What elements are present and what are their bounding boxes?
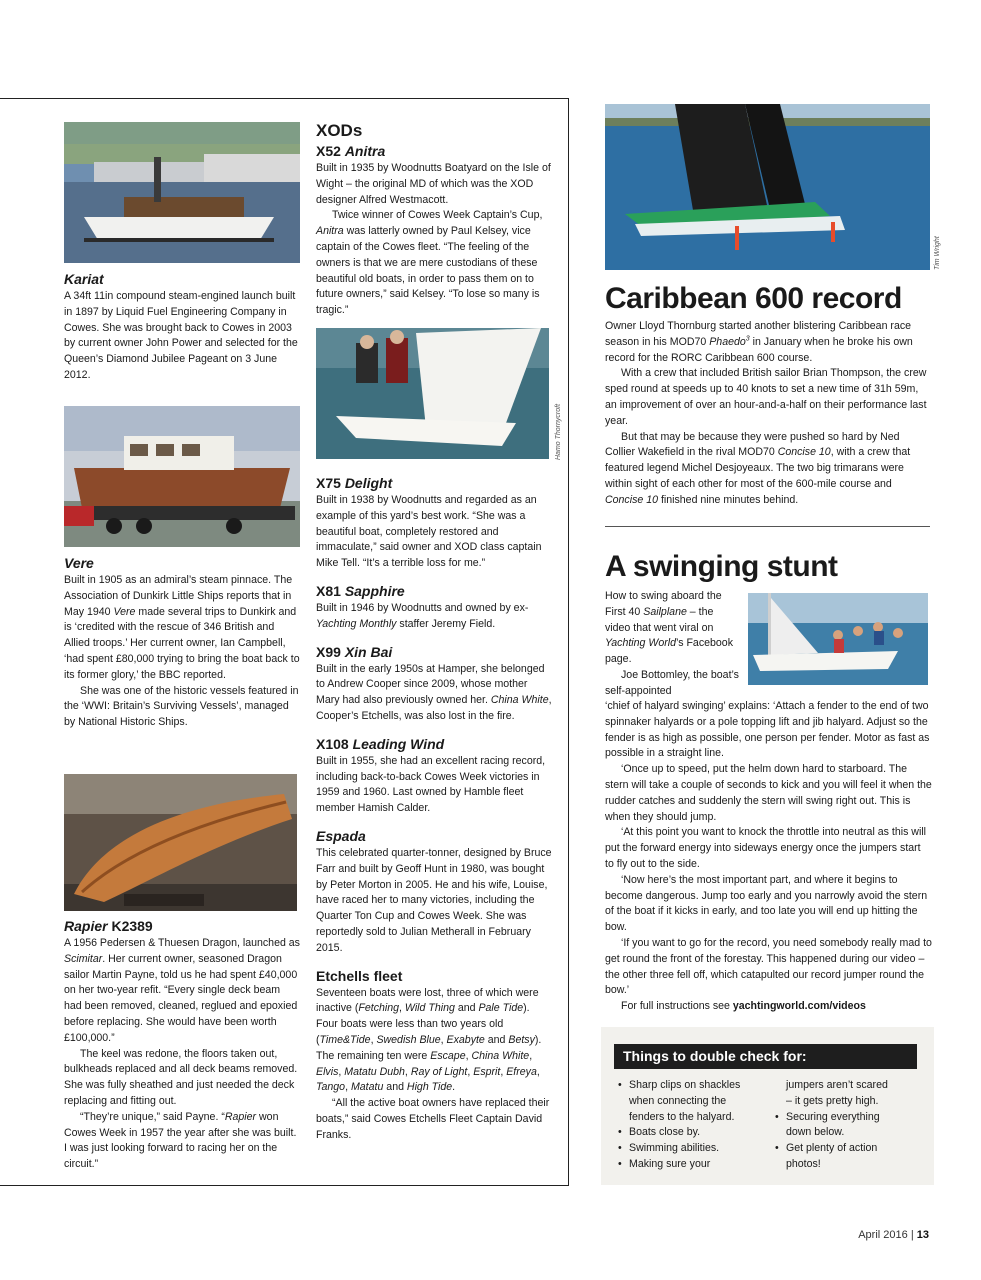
swinging-p5: ‘Now here’s the most important part, and where it begins to become dangerous. Jump too early and you narrowly avoid the stern of the boat if it kicks in early, and too late you will end up hitting the bow.	[605, 873, 928, 934]
xod-text-bottom	[316, 474, 552, 1144]
etchells-body-p2: “All the active boat owners have replaced their boats,” said Cowes Etchells Fleet Captain David Franks.	[316, 1097, 550, 1141]
rapier-body-p3: “They’re unique,” said Payne. “Rapier won Cowes Week in 1957 the year after she was built. I was just looking forward to racing her on the circuit.”	[64, 1110, 297, 1171]
caribbean-text	[605, 319, 932, 509]
xinbai-title: X99 Xin Bai	[316, 643, 393, 660]
vere-title: Vere	[64, 555, 94, 571]
checklist-column-2	[775, 1078, 925, 1173]
section-divider	[605, 526, 930, 527]
swinging-p3: ‘Once up to speed, put the helm down hard to starboard. The stern will take a couple of seconds to kick and you will feel it when the rudder catches and suddenly the stern will swing right out. This is when they should jump.	[605, 763, 932, 823]
vere-body-p2: She was one of the historic vessels featured in the ‘WWI: Britain’s Surviving Vessels’, managed by National Historic Ships.	[64, 684, 299, 729]
checklist-item: • Get plenty of action	[775, 1141, 925, 1157]
swinging-p7: For full instructions see yachtingworld.com/videos	[621, 1000, 866, 1013]
caribbean-photo-credit: Tim Wright	[934, 236, 941, 270]
anitra-body-p2: Twice winner of Cowes Week Captain’s Cup, Anitra was latterly owned by Paul Kelsey, vice captain of the Cowes fleet. “The feeling of the owners is that we are mere custodians of these beautiful old boats, in order to pass them on to future owners,” said Kelsey. “To lose so many is tragic.”	[316, 209, 543, 317]
swinging-intro	[605, 589, 741, 700]
page-number: 13	[916, 1229, 929, 1241]
etchells-body-p1: Seventeen boats were lost, three of which were inactive (Fetching, Wild Thing and Pale Tide). Four boats were less than two years old (Time&Tide, Swedish Blue, Exabyte and Betsy). The remaining ten were Escape, China White, Elvis, Matatu Dubh, Ray of Light, Esprit, Efreya, Tango, Matatu and High Tide.	[316, 986, 542, 1094]
sapphire-body: Built in 1946 by Woodnutts and owned by ex-Yachting Monthly staffer Jeremy Field.	[316, 601, 529, 630]
checklist-item: • Making sure your	[618, 1157, 768, 1173]
sapphire-title: X81 Sapphire	[316, 582, 405, 599]
espada-title: Espada	[316, 827, 366, 844]
swinging-p4: ‘At this point you want to knock the throttle into neutral as this will put the forward energy into sideways energy once the jumpers start to fly out to the side.	[605, 826, 927, 870]
checklist-item-cont: down below.	[786, 1126, 845, 1139]
swinging-p2-start: Joe Bottomley, the boat’s self-appointed	[605, 668, 739, 697]
folio-separator: |	[907, 1229, 917, 1241]
rapier-title: Rapier	[64, 918, 108, 934]
rapier-text: Rapier K2389 A 1956 Pedersen & Thuesen Dragon, launched as Scimitar. Her current owner, seasoned Dragon sailor Martin Payne, told us he had spent £40,000 on her two-year refit. “Every single deck beam had been removed, cleaned, reglued and epoxied before replacing. She would have been worth £100,000.” The keel was redone, the floors taken out, bulkheads replaced and all deck beams removed. She was fully sheathed and just needed the deck replacing and fitting out. “They’re unique,” said Payne. “Rapier won Cowes Week in 1957 the year after she was built. I was just looking forward to racing her on the circuit.”	[64, 917, 300, 1173]
swinging-intro-p1: How to swing aboard the First 40 Sailplane – the video that went viral on Yachting World’s Facebook page.	[605, 590, 733, 666]
anitra-body-p1: Built in 1935 by Woodnutts Boatyard on the Isle of Wight – the original MD of which was the XOD designer Alfred Westmacott.	[316, 162, 551, 206]
espada-body: This celebrated quarter-tonner, designed by Bruce Farr and built by Geoff Hunt in 1980, was bought by Peter Morton in 2005. He and his wife, Louise, have raced her to many victories, including the Quarter Ton Cup and Cowes Week. She was reportedly sold to Julian Metherall in February 2015.	[316, 846, 552, 954]
xinbai-body: Built in the early 1950s at Hamper, she belonged to Andrew Cooper since 2009, whose mother Mary had also previously owned her. China White, Cooper’s Etchells, was also lost in the fire.	[316, 662, 552, 722]
issue-date: April 2016	[858, 1229, 908, 1241]
checklist-item-cont: when connecting the	[629, 1094, 727, 1107]
leadingwind-body: Built in 1955, she had an excellent racing record, including back-to-back Cowes Week victories in 1959 and 1960. Last owned by Hamble fleet member Hamish Calder.	[316, 754, 546, 815]
vere-text	[64, 554, 300, 731]
swinging-heading: A swinging stunt	[605, 550, 838, 583]
kariat-photo	[64, 122, 300, 263]
checklist-item-cont: photos!	[786, 1157, 821, 1170]
checklist-item-cont: fenders to the halyard.	[629, 1110, 735, 1123]
checklist-item: • Securing everything	[775, 1110, 925, 1126]
rapier-body-p1: A 1956 Pedersen & Thuesen Dragon, launched as Scimitar. Her current owner, seasoned Dragon sailor Martin Payne, told us he had spent £40,000 on her two-year refit. “Every single deck beam had been removed, cleaned, reglued and epoxied before replacing. She would have been worth £100,000.”	[64, 937, 300, 1044]
etchells-title: Etchells fleet	[316, 967, 403, 984]
swinging-p6: ‘If you want to go for the record, you need somebody really mad to get round the front of the forestay. This happened during our video – the other three fell off, which catapulted our record jumper round the bow.’	[605, 936, 932, 997]
delight-photo	[316, 328, 549, 459]
caribbean-body-p2: With a crew that included British sailor Brian Thompson, the crew sped round at speeds up to 40 knots to set a new time of 31h 59m, an improvement of over an hour-and-a-half on their performance last year.	[605, 367, 927, 427]
leadingwind-title: X108 Leading Wind	[316, 735, 445, 752]
checklist-item: • Swimming abilities.	[618, 1141, 768, 1157]
checklist-item-cont: jumpers aren’t scared	[786, 1079, 888, 1091]
swinging-body	[605, 699, 932, 1015]
checklist-item: • Sharp clips on shackles	[618, 1078, 768, 1094]
kariat-title: Kariat	[64, 271, 104, 287]
kariat-body: A 34ft 11in compound steam-engined launch built in 1897 by Liquid Fuel Engineering Company in Cowes. She was brought back to Cowes in 2003 by current owner John Power and selected for the Queen’s Diamond Jubilee Pageant on 3 June 2012.	[64, 290, 298, 381]
xod-text-top	[316, 120, 552, 319]
checklist-item-cont: – it gets pretty high.	[786, 1094, 879, 1107]
caribbean-body-p3: But that may be because they were pushed so hard by Ned Collier Wakefield in the rival MOD70 Concise 10, with a crew that featured legend Michel Desjoyeaux. The two big trimarans were within sight of each other for most of the 600-mile course and Concise 10 finished nine minutes behind.	[605, 430, 911, 506]
anitra-title: X52 Anitra	[316, 143, 386, 159]
page-folio	[858, 1229, 929, 1241]
swinging-photo	[748, 593, 928, 685]
swinging-p2-rest: ‘chief of halyard swinging’ explains: ‘Attach a fender to the end of two spinnaker halyards or a pole topping lift and jib halyard. Adjust so the fender is as high as possible, one person per fender. Motor as fast as possible in a straight line.	[605, 700, 930, 760]
kariat-text	[64, 270, 300, 384]
xods-heading: XODs	[316, 121, 363, 140]
checklist-item: • Boats close by.	[618, 1125, 768, 1141]
videos-link[interactable]: yachtingworld.com/videos	[732, 1000, 866, 1013]
rapier-body-p2: The keel was redone, the floors taken out, bulkheads replaced and all deck beams removed. She was fully sheathed and just needed the deck replacing and fitting out.	[64, 1047, 298, 1107]
delight-body: Built in 1938 by Woodnutts and regarded as an example of this yard’s best work. “She was a beautiful boat, completely restored and immaculate,” said owner and XOD class captain Mike Tell. “It’s a terrible loss for me.”	[316, 494, 542, 570]
checklist-column-1	[618, 1078, 768, 1173]
checklist-title: Things to double check for:	[614, 1044, 917, 1069]
vere-body-p1: Built in 1905 as an admiral’s steam pinnace. The Association of Dunkirk Little Ships reports that in May 1940 Vere made several trips to Dunkirk and is ‘credited with the rescue of 346 British and Allied troops.’ Her current owner, Ian Campbell, ‘had spent £80,000 trying to bring the boat back to its former glory,’ the BBC reported.	[64, 574, 300, 681]
delight-photo-credit: Hamo Thornycroft	[555, 403, 562, 460]
vere-photo	[64, 406, 300, 547]
rapier-photo	[64, 774, 297, 911]
delight-title: X75 Delight	[316, 475, 393, 491]
caribbean-heading: Caribbean 600 record	[605, 282, 902, 315]
caribbean-body-p1: Owner Lloyd Thornburg started another blistering Caribbean race season in his MOD70 Phaedo$^3$ in January when he broke his own record for the RORC Caribbean 600 course.	[605, 320, 913, 364]
caribbean-photo	[605, 104, 930, 270]
